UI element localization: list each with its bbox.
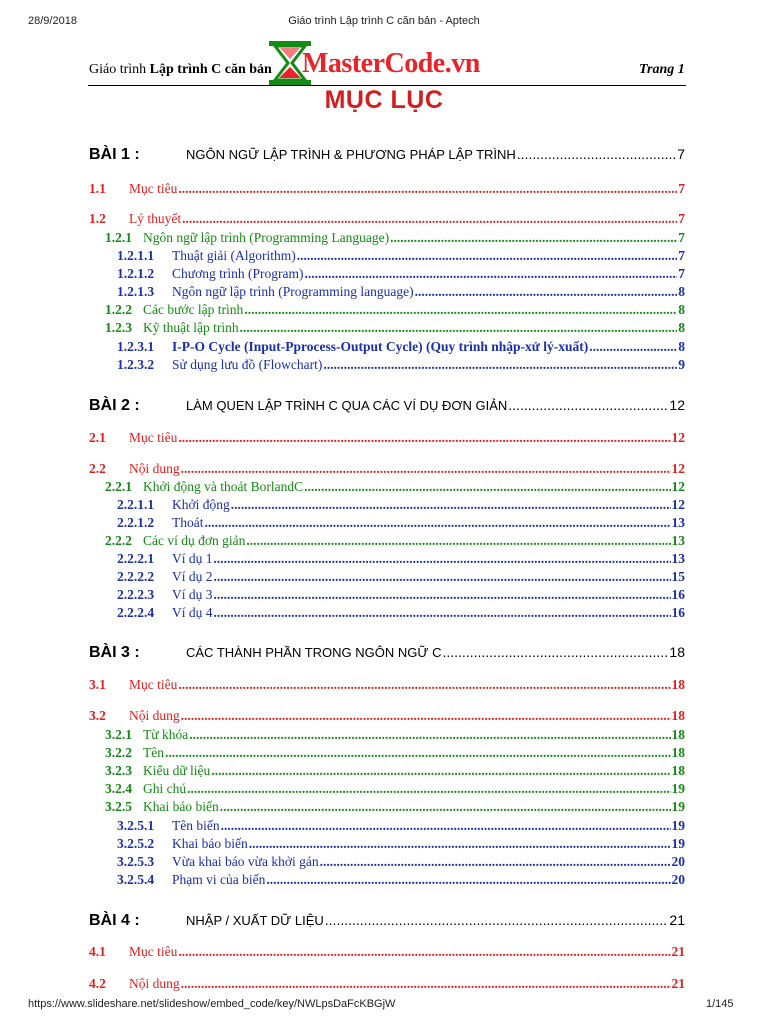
toc-entry-page: 13: [671, 515, 685, 530]
toc-entry-page: 18: [671, 677, 685, 692]
toc-entry[interactable]: [117, 248, 685, 264]
dot-leader: [182, 211, 677, 227]
toc-entry-page: 19: [671, 781, 685, 796]
toc-entry-title: Mục tiêu: [129, 944, 178, 959]
toc-entry-title: Ví dụ 2: [172, 569, 213, 584]
toc-entry-number: 3.2.3: [105, 763, 132, 778]
toc-entry-page: 19: [671, 836, 685, 851]
toc-entry-page: 7: [678, 230, 685, 245]
toc-entry-title: Thoát: [172, 515, 204, 530]
toc-entry[interactable]: [117, 284, 685, 300]
dot-leader: [211, 763, 670, 779]
dot-leader: [178, 181, 677, 197]
toc-entry-title: Kỹ thuật lập trình: [143, 320, 239, 335]
dot-leader: [442, 644, 668, 660]
toc-entry-number: 3.1: [89, 677, 106, 692]
toc-entry[interactable]: [117, 836, 685, 852]
toc-entry-number: 2.2.1.1: [117, 497, 155, 512]
toc-entry-title: Nội dung: [129, 708, 180, 723]
toc-entry-title: I-P-O Cycle (Input-Pprocess-Output Cycle) (Quy trình nhập-xử lý-xuất): [172, 339, 589, 354]
dot-leader: [320, 854, 671, 870]
toc-entry-number: 2.2.2: [105, 533, 132, 548]
toc-entry-title: Phạm vi của biến: [172, 872, 266, 887]
dot-leader: [415, 284, 678, 300]
toc-entry-title: Mục tiêu: [129, 430, 178, 445]
toc-entry-number: 1.2: [89, 211, 106, 226]
toc-entry-title: LÀM QUEN LẬP TRÌNH C QUA CÁC VÍ DỤ ĐƠN GIẢN: [186, 398, 508, 413]
toc-entry[interactable]: [89, 912, 685, 930]
toc-entry-number: 1.1: [89, 181, 106, 196]
toc-entry-number: 3.2.5.1: [117, 818, 155, 833]
toc-entry-page: 18: [671, 727, 685, 742]
toc-entry-number: 2.2: [89, 461, 106, 476]
brand-logo-text: MasterCode.vn: [302, 48, 480, 79]
toc-entry-page: 21: [671, 944, 685, 959]
dot-leader: [390, 230, 677, 246]
toc-entry-number: 3.2.2: [105, 745, 132, 760]
toc-entry-page: 13: [671, 551, 685, 566]
page-url: https://www.slideshare.net/slideshow/embed_code/key/NWLpsDaFcKBGjW: [28, 998, 396, 1010]
toc-entry[interactable]: [89, 677, 685, 693]
dot-leader: [325, 912, 669, 928]
toc-entry-page: 20: [671, 872, 685, 887]
toc-entry-title: Chương trình (Program): [172, 266, 304, 281]
toc-entry-title: Thuật giải (Algorithm): [172, 248, 296, 263]
toc-entry-page: 13: [671, 533, 685, 548]
toc-entry[interactable]: [117, 605, 685, 621]
dot-leader: [508, 397, 668, 413]
print-date: 28/9/2018: [28, 15, 77, 27]
toc-entry-page: 8: [678, 284, 685, 299]
toc-entry-title: Kiểu dữ liệu: [143, 763, 211, 778]
toc-entry[interactable]: [117, 854, 685, 870]
dot-leader: [517, 146, 676, 162]
dot-leader: [220, 799, 671, 815]
toc-entry-title: Mục tiêu: [129, 181, 178, 196]
toc-entry-title: CÁC THÀNH PHẦN TRONG NGÔN NGỮ C: [186, 645, 442, 660]
toc-entry-number: 1.2.1.1: [117, 248, 155, 263]
toc-entry-page: 12: [671, 479, 685, 494]
toc-entry-title: Mục tiêu: [129, 677, 178, 692]
dot-leader: [205, 515, 671, 531]
toc-entry[interactable]: [105, 302, 685, 318]
toc-entry[interactable]: [89, 708, 685, 724]
toc-entry[interactable]: [89, 181, 685, 197]
toc-entry-page: 16: [671, 605, 685, 620]
toc-entry-number: 1.2.3.2: [117, 357, 155, 372]
toc-entry-page: 18: [671, 745, 685, 760]
toc-entry-page: 19: [671, 818, 685, 833]
toc-entry[interactable]: [105, 763, 685, 779]
toc-entry-title: Tên: [143, 745, 164, 760]
dot-leader: [181, 708, 671, 724]
toc-entry-page: 12: [671, 497, 685, 512]
dot-leader: [165, 745, 671, 761]
toc-entry[interactable]: [117, 515, 685, 531]
dot-leader: [246, 533, 670, 549]
toc-entry-page: 9: [678, 357, 685, 372]
dot-leader: [178, 430, 670, 446]
toc-entry-number: 2.2.1: [105, 479, 132, 494]
toc-entry-title: Khởi động: [172, 497, 230, 512]
toc-entry[interactable]: [117, 818, 685, 834]
toc-entry-title: Các bước lập trình: [143, 302, 244, 317]
toc-entry-page: 21: [671, 976, 685, 991]
toc-entry[interactable]: [117, 587, 685, 603]
toc-entry-number: 3.2: [89, 708, 106, 723]
toc-entry-number: 3.2.1: [105, 727, 132, 742]
toc-entry-number: BÀI 4 :: [89, 912, 140, 929]
toc-entry-number: BÀI 2 :: [89, 397, 140, 414]
toc-entry-title: Ngôn ngữ lập trình (Programming language): [172, 284, 414, 299]
dot-leader: [231, 497, 671, 513]
dot-leader: [189, 727, 670, 743]
dot-leader: [266, 872, 670, 888]
toc-entry-number: 2.2.1.2: [117, 515, 155, 530]
toc-entry-title: NHẬP / XUẤT DỮ LIỆU: [186, 913, 324, 928]
dot-leader: [240, 320, 678, 336]
toc-entry-title: Vừa khai báo vừa khởi gán: [172, 854, 319, 869]
dot-leader: [244, 302, 677, 318]
toc-entry-title: Khai báo biến: [143, 799, 219, 814]
document-tab-title: Giáo trình Lập trình C căn bản - Aptech: [288, 15, 480, 27]
dot-leader: [304, 479, 670, 495]
toc-entry-number: 2.2.2.4: [117, 605, 155, 620]
toc-entry-page: 12: [671, 461, 685, 476]
toc-entry-page: 7: [678, 266, 685, 281]
dot-leader: [323, 357, 677, 373]
dot-leader: [187, 781, 670, 797]
toc-entry-title: Ghi chú: [143, 781, 187, 796]
toc-entry-title: Từ khóa: [143, 727, 189, 742]
toc-entry-title: Lý thuyết: [129, 211, 182, 226]
dot-leader: [214, 551, 671, 567]
toc-entry-title: Khai báo biến: [172, 836, 248, 851]
toc-entry-number: 2.1: [89, 430, 106, 445]
toc-entry[interactable]: [89, 397, 685, 415]
dot-leader: [297, 248, 678, 264]
dot-leader: [214, 605, 671, 621]
toc-entry-number: 4.1: [89, 944, 106, 959]
toc-entry-page: 18: [669, 644, 685, 660]
toc-entry-number: 2.2.2.2: [117, 569, 155, 584]
toc-entry-page: 20: [671, 854, 685, 869]
toc-entry-title: Ví dụ 1: [172, 551, 213, 566]
toc-entry-number: 4.2: [89, 976, 106, 991]
toc-entry-page: 18: [671, 763, 685, 778]
toc-entry-title: Tên biến: [172, 818, 220, 833]
document-header-title: Giáo trình Lập trình C căn bản: [89, 62, 272, 77]
toc-entry[interactable]: [117, 569, 685, 585]
dot-leader: [181, 976, 671, 992]
toc-entry[interactable]: [117, 497, 685, 513]
toc-entry-title: Nội dung: [129, 461, 180, 476]
toc-entry-number: 3.2.4: [105, 781, 132, 796]
toc-entry[interactable]: [117, 872, 685, 888]
page-label: Trang 1: [639, 62, 685, 77]
toc-entry-page: 21: [669, 912, 685, 928]
toc-entry-page: 8: [678, 320, 685, 335]
toc-entry[interactable]: [117, 339, 685, 355]
toc-entry-title: Nội dung: [129, 976, 180, 991]
toc-entry[interactable]: [89, 976, 685, 992]
toc-entry[interactable]: [89, 146, 685, 164]
toc-entry-title: Các ví dụ đơn giản: [143, 533, 246, 548]
toc-entry-number: 1.2.1.3: [117, 284, 155, 299]
toc-entry-number: 1.2.3: [105, 320, 132, 335]
toc-entry[interactable]: [89, 461, 685, 477]
toc-entry-title: Ngôn ngữ lập trình (Programming Language): [143, 230, 390, 245]
toc-entry[interactable]: [105, 781, 685, 797]
toc-entry-page: 7: [678, 181, 685, 196]
toc-entry-page: 12: [669, 397, 685, 413]
toc-entry-page: 7: [678, 248, 685, 263]
toc-entry[interactable]: [105, 727, 685, 743]
toc-entry[interactable]: [89, 211, 685, 227]
toc-entry-page: 18: [671, 708, 685, 723]
page-counter: 1/145: [706, 998, 734, 1010]
dot-leader: [181, 461, 671, 477]
dot-leader: [221, 818, 671, 834]
toc-entry-number: 1.2.1.2: [117, 266, 155, 281]
toc-entry[interactable]: [105, 533, 685, 549]
toc-entry-number: 2.2.2.3: [117, 587, 155, 602]
toc-entry-title: Sử dụng lưu đồ (Flowchart): [172, 357, 323, 372]
toc-entry-number: 2.2.2.1: [117, 551, 155, 566]
toc-entry-page: 15: [671, 569, 685, 584]
dot-leader: [214, 569, 671, 585]
toc-entry-number: 3.2.5.2: [117, 836, 155, 851]
toc-entry-title: Ví dụ 3: [172, 587, 213, 602]
toc-entry-number: 1.2.1: [105, 230, 132, 245]
dot-leader: [214, 587, 671, 603]
dot-leader: [304, 266, 677, 282]
toc-entry-title: Ví dụ 4: [172, 605, 213, 620]
dot-leader: [589, 339, 677, 355]
toc-entry-page: 7: [678, 211, 685, 226]
toc-entry-title: Khởi động và thoát BorlandC: [143, 479, 304, 494]
toc-entry-page: 8: [678, 339, 685, 354]
toc-entry[interactable]: [105, 745, 685, 761]
toc-entry[interactable]: [105, 230, 685, 246]
toc-entry-page: 16: [671, 587, 685, 602]
toc-entry-number: BÀI 3 :: [89, 644, 140, 661]
toc-entry-number: 3.2.5.3: [117, 854, 155, 869]
toc-entry[interactable]: [89, 644, 685, 662]
toc-entry-page: 7: [677, 146, 685, 162]
toc-entry-number: 1.2.3.1: [117, 339, 155, 354]
toc-entry-page: 8: [678, 302, 685, 317]
toc-entry[interactable]: [105, 320, 685, 336]
toc-entry-page: 12: [671, 430, 685, 445]
toc-entry-page: 19: [671, 799, 685, 814]
dot-leader: [178, 944, 670, 960]
toc-entry[interactable]: [117, 551, 685, 567]
toc-entry-number: 1.2.2: [105, 302, 132, 317]
toc-title: MỤC LỤC: [324, 86, 444, 114]
toc-entry[interactable]: [117, 357, 685, 373]
toc-entry[interactable]: [117, 266, 685, 282]
toc-entry-number: 3.2.5.4: [117, 872, 155, 887]
toc-entry[interactable]: [105, 479, 685, 495]
toc-entry[interactable]: [89, 430, 685, 446]
toc-entry[interactable]: [105, 799, 685, 815]
toc-entry-number: 3.2.5: [105, 799, 132, 814]
dot-leader: [249, 836, 671, 852]
toc-entry[interactable]: [89, 944, 685, 960]
toc-entry-number: BÀI 1 :: [89, 146, 140, 163]
toc-entry-title: NGÔN NGỮ LẬP TRÌNH & PHƯƠNG PHÁP LẬP TRÌNH: [186, 147, 516, 162]
dot-leader: [178, 677, 670, 693]
